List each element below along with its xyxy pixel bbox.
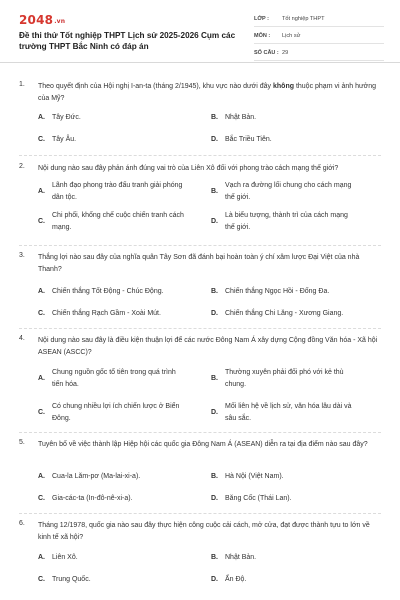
question-text: Theo quyết định của Hội nghị I-an-ta (tháng 2/1945), khu vực nào dưới đây không thuộc phạm vi ảnh hưởng của Mỹ? <box>38 83 377 102</box>
site-logo[interactable]: 2048.vn <box>19 13 66 27</box>
meta-value: Lịch sử <box>282 33 301 39</box>
question-item: 3. Thắng lợi nào sau đây của nghĩa quân Tây Sơn đã đánh bại hoàn toàn ý chí xâm lược Đại Việt của nhà Thanh? A. Chiến thắng Tốt Động - Chúc Động. B. Chiến thắng Ngọc Hồi - Đống Đa. C. Chiến thắng Rạch Gầm - Xoài Mút. D. Chiến thắng Chi Lăng - Xương Giang. <box>19 252 381 324</box>
meta-label: LỚP : <box>254 16 269 22</box>
meta-row-class <box>254 13 384 27</box>
meta-value: 29 <box>282 50 289 56</box>
question-text: Tháng 12/1978, quốc gia nào sau đây thực hiện công cuộc cải cách, mở cửa, đạt được thành tựu to lớn về kinh tế xã hội? <box>38 522 370 541</box>
question-item: 4. Nội dung nào sau đây là điều kiện thuận lợi để các nước Đông Nam Á xây dựng Cộng đồng Văn hóa - Xã hội ASEAN (ASCC)? A. Chung nguồn gốc tổ tiên trong quá trình tiến hóa. B. Thường xuyên phải đối phó với kẻ thù chung. C. Có chung nhiều lợi ích chiến lược ở Biển Đông. D. Mối liên hệ về lịch sử, văn hóa lâu dài và sâu sắc. <box>19 335 378 422</box>
question-number: 2. <box>19 163 25 170</box>
header <box>0 0 400 63</box>
exam-meta <box>254 13 384 61</box>
divider <box>19 328 381 329</box>
exam-title: Đề thi thử Tốt nghiệp THPT Lịch sử 2025-2026 Cụm các trường THPT Bắc Ninh có đáp án <box>19 31 236 51</box>
question-text: Nội dung nào sau đây phản ánh đúng vai trò của Liên Xô đối với phong trào cách mạng thế giới? <box>38 165 339 172</box>
question-number: 4. <box>19 335 25 342</box>
meta-label: SỐ CÂU : <box>254 50 279 56</box>
meta-label: MÔN : <box>254 33 271 39</box>
question-item: 5. Tuyên bố về việc thành lập Hiệp hội các quốc gia Đông Nam Á (ASEAN) diễn ra tại địa điểm nào sau đây? A. Cua-la Lăm-pơ (Ma-lai-xi-a). B. Hà Nội (Việt Nam). C. Gia-các-ta (In-đô-nê-xi-a). D. Băng Cốc (Thái Lan). <box>19 439 381 511</box>
question-item: 6. Tháng 12/1978, quốc gia nào sau đây thực hiện công cuộc cải cách, mở cửa, đạt được thành tựu to lớn về kinh tế xã hội? A. Liên Xô. B. Nhật Bản. C. Trung Quốc. D. Ấn Độ. <box>19 520 381 592</box>
question-text: Thắng lợi nào sau đây của nghĩa quân Tây Sơn đã đánh bại hoàn toàn ý chí xâm lược Đại Việt của nhà Thanh? <box>38 254 360 273</box>
meta-row-subject <box>254 30 384 44</box>
question-item: 2. Nội dung nào sau đây phản ánh đúng vai trò của Liên Xô đối với phong trào cách mạng thế giới? A. Lãnh đạo phong trào đấu tranh giải phóng dân tộc. B. Vạch ra đường lối chung cho cách mạng thế giới. C. Chi phối, khống chế cuộc chiến tranh cách mạng. D. Là biểu tượng, thành trì của cách mạng thế giới. <box>19 163 381 243</box>
question-number: 3. <box>19 252 25 259</box>
divider <box>19 432 381 433</box>
question-number: 1. <box>19 81 25 88</box>
divider <box>19 155 381 156</box>
meta-row-count <box>254 47 384 61</box>
question-text: Nội dung nào sau đây là điều kiện thuận lợi để các nước Đông Nam Á xây dựng Cộng đồng Văn hóa - Xã hội ASEAN (ASCC)? <box>38 337 378 356</box>
question-number: 5. <box>19 439 25 446</box>
question-text: Tuyên bố về việc thành lập Hiệp hội các quốc gia Đông Nam Á (ASEAN) diễn ra tại địa điểm nào sau đây? <box>38 441 368 448</box>
meta-value: Tốt nghiệp THPT <box>282 16 325 22</box>
question-item: 1. Theo quyết định của Hội nghị I-an-ta (tháng 2/1945), khu vực nào dưới đây không thuộc phạm vi ảnh hưởng của Mỹ? A. Tây Đức. B. Nhật Bản. C. Tây Âu. D. Bắc Triều Tiên. <box>19 81 377 143</box>
divider <box>19 513 381 514</box>
question-number: 6. <box>19 520 25 527</box>
divider <box>19 245 381 246</box>
